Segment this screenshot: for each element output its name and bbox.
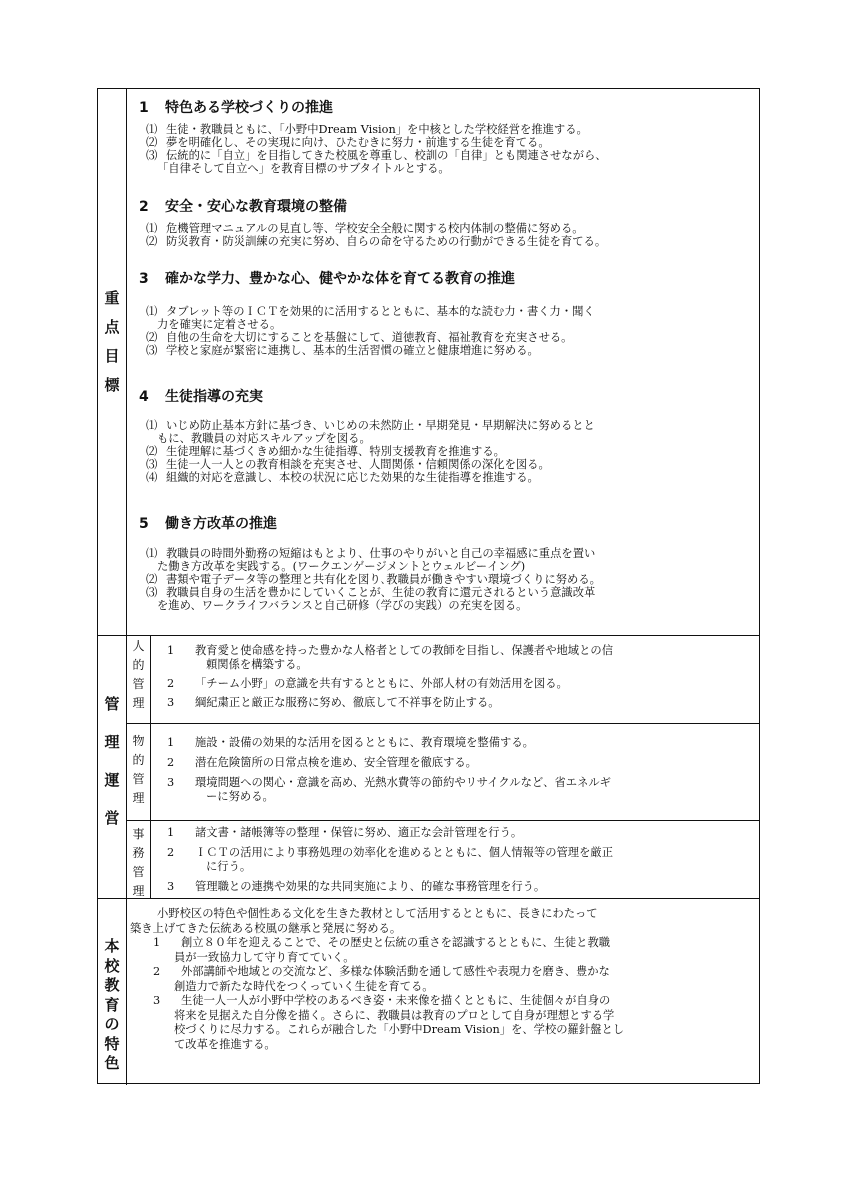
label-char: 的 xyxy=(132,753,145,767)
section-title: 確かな学力、豊かな心、健やかな体を育てる教育の推進 xyxy=(165,271,515,287)
label-char: 管 xyxy=(132,865,145,879)
features-row xyxy=(98,899,759,1085)
label-char: 人 xyxy=(132,639,145,653)
management-group xyxy=(127,724,759,821)
item-text: 創造力で新たな時代をつくっていく生徒を育てる。 xyxy=(174,979,434,993)
item-text: 教職員の時間外勤務の短縮はもとより、仕事のやりがいと自己の幸福感に重点を置い xyxy=(166,547,596,560)
item-text: 員が一致協力して守り育てていく。 xyxy=(174,950,355,964)
item-text: 書類や電子データ等の整理と共有化を図り､教職員が働きやすい環境づくりに努める。 xyxy=(166,573,601,586)
item-text: 生徒・教職員ともに、「小野中Dream Vision」を中核とした学校経営を推進する。 xyxy=(166,123,588,136)
label-char: 特 xyxy=(104,1034,120,1053)
label-char: 標 xyxy=(104,376,120,394)
group-label xyxy=(127,636,151,723)
item-text: た働き方改革を実践する。(ワークエンゲージメントとウェルビーイング) xyxy=(157,560,526,573)
item-text: 綱紀粛正と厳正な服務に努め、徹底して不祥事を防止する。 xyxy=(195,696,500,709)
item-marker: ⑵ xyxy=(146,573,158,586)
item-text: 生徒理解に基づくきめ細かな生徒指導、特別支援教育を推進する。 xyxy=(166,445,505,458)
label-char: 教 xyxy=(104,976,120,994)
group-content xyxy=(151,724,759,820)
label-char: 営 xyxy=(104,809,120,827)
item-marker: 1 xyxy=(167,736,175,749)
item-text: 校づくりに尽力する。これらが融合した「小野中Dream Vision」を、学校の羅針盤とし xyxy=(174,1023,625,1036)
item-text: 「チーム小野」の意識を共有するとともに、外部人材の有効活用を図る。 xyxy=(195,677,568,690)
section-title: 生徒指導の充実 xyxy=(165,389,263,405)
item-marker: ⑶ xyxy=(146,458,158,471)
item-marker: 3 xyxy=(167,880,175,893)
item-marker: 1 xyxy=(167,826,175,839)
item-text: 自他の生命を大切にすることを基盤にして、道徳教育、福祉教育を充実させる。 xyxy=(166,331,573,344)
item-marker: 2 xyxy=(167,846,175,859)
item-text: 潜在危険箇所の日常点検を進め、安全管理を徹底する。 xyxy=(195,756,477,769)
school-plan-table xyxy=(97,88,760,1084)
features-label xyxy=(98,899,127,1085)
item-text: 環境問題への関心・意識を高め、光熱水費等の節約やリサイクルなど、省エネルギ xyxy=(195,776,611,789)
item-text: て改革を推進する。 xyxy=(174,1037,276,1051)
item-text: いじめ防止基本方針に基づき、いじめの未然防止・早期発見・早期解決に努めるとと xyxy=(166,419,595,432)
label-char: 本 xyxy=(104,937,120,955)
item-text: 生徒一人一人が小野中学校のあるべき姿・未来像を描くとともに、生徒個々が自身の xyxy=(181,994,611,1007)
item-text: に行う。 xyxy=(206,860,252,873)
management-row xyxy=(98,636,759,899)
item-marker: ⑵ xyxy=(146,445,158,458)
label-char: 理 xyxy=(104,733,120,751)
intro-text: 小野校区の特色や個性ある文化を生きた教材として活用するとともに、長きにわたって xyxy=(157,907,598,920)
item-marker: 3 xyxy=(167,696,175,709)
section-number: 1 xyxy=(139,100,149,116)
item-marker: ⑵ xyxy=(146,235,158,248)
item-text: タブレット等のＩＣＴを効果的に活用するとともに、基本的な読む力・書く力・聞く xyxy=(166,305,595,318)
label-char: 運 xyxy=(104,771,120,789)
label-char: 色 xyxy=(104,1054,120,1072)
item-text: 管理職との連携や効果的な共同実施により、的確な事務管理を行う。 xyxy=(195,880,546,893)
item-text: 生徒一人一人との教育相談を充実させ、人間関係・信頼関係の深化を図る。 xyxy=(166,458,550,471)
label-char: 育 xyxy=(104,995,120,1014)
section-heading xyxy=(139,513,277,533)
section-title: 働き方改革の推進 xyxy=(165,516,277,532)
goals-row xyxy=(98,89,759,636)
management-content xyxy=(127,636,759,898)
label-char: 校 xyxy=(104,956,120,975)
group-content xyxy=(151,636,759,723)
label-char: 目 xyxy=(104,347,120,365)
label-char: 点 xyxy=(104,318,120,336)
label-char: 管 xyxy=(104,695,120,713)
group-label xyxy=(127,821,151,899)
label-char: 理 xyxy=(132,696,145,710)
item-marker: 2 xyxy=(167,756,175,769)
item-marker: ⑴ xyxy=(146,547,158,560)
section-heading xyxy=(139,268,515,288)
item-marker: ⑴ xyxy=(146,419,158,432)
section-title: 安全・安心な教育環境の整備 xyxy=(165,199,347,215)
item-text: 夢を明確化し、その実現に向け、ひたむきに努力・前進する生徒を育てる。 xyxy=(166,136,550,149)
item-text: 頼関係を構築する。 xyxy=(206,658,308,671)
item-text: 組織的対応を意識し、本校の状況に応じた効果的な生徒指導を推進する。 xyxy=(166,471,539,484)
section-heading xyxy=(139,386,263,406)
section-number: 3 xyxy=(139,271,149,287)
item-text: 教育愛と使命感を持った豊かな人格者としての教師を目指し、保護者や地域との信 xyxy=(195,644,613,657)
item-marker: ⑶ xyxy=(146,586,158,599)
item-marker: ⑴ xyxy=(146,305,158,318)
item-text: 諸文書・諸帳簿等の整理・保管に努め、適正な会計管理を行う。 xyxy=(195,826,523,839)
item-marker: ⑴ xyxy=(146,123,158,136)
group-content xyxy=(151,821,759,899)
label-char: 理 xyxy=(132,791,145,805)
section-number: 5 xyxy=(139,516,149,532)
section-number: 4 xyxy=(139,389,149,405)
label-char: 理 xyxy=(132,884,145,898)
item-marker: 3 xyxy=(153,994,161,1007)
item-marker: 1 xyxy=(153,936,161,949)
section-number: 2 xyxy=(139,199,149,215)
features-content xyxy=(127,899,759,1085)
goals-label xyxy=(98,89,127,635)
item-marker: ⑶ xyxy=(146,344,158,357)
label-char: 管 xyxy=(132,677,145,691)
item-text: 将来を見据えた自分像を描く。さらに、教職員は教育のプロとして自身が理想とする学 xyxy=(174,1008,615,1022)
label-char: 重 xyxy=(104,289,120,307)
label-char: の xyxy=(104,1015,120,1033)
item-marker: ⑵ xyxy=(146,136,158,149)
item-text: 伝統的に「自立」を目指してきた校風を尊重し、校訓の「自律」とも関連させながら、 xyxy=(166,149,607,162)
management-group xyxy=(127,636,759,724)
item-text: 防災教育・防災訓練の充実に努め、自らの命を守るための行動ができる生徒を育てる。 xyxy=(166,235,607,248)
item-text: 教職員自身の生活を豊かにしていくことが、生徒の教育に還元されるという意識改革 xyxy=(166,586,596,599)
item-marker: 1 xyxy=(167,644,175,657)
goals-content xyxy=(127,89,759,635)
item-text: 外部講師や地域との交流など、多様な体験活動を通して感性や表現力を磨き、豊かな xyxy=(181,965,610,978)
section-title: 特色ある学校づくりの推進 xyxy=(165,100,333,116)
item-text: 創立８０年を迎えることで、その歴史と伝統の重さを認識するとともに、生徒と教職 xyxy=(181,936,611,949)
label-char: 事 xyxy=(132,827,145,841)
item-marker: ⑶ xyxy=(146,149,158,162)
label-char: 物 xyxy=(132,734,145,748)
label-char: 管 xyxy=(132,772,145,786)
section-heading xyxy=(139,196,347,216)
label-char: 的 xyxy=(132,658,145,672)
item-text: 施設・設備の効果的な活用を図るとともに、教育環境を整備する。 xyxy=(195,736,534,749)
item-text: ＩＣＴの活用により事務処理の効率化を進めるとともに、個人情報等の管理を厳正 xyxy=(195,846,613,859)
label-char: 務 xyxy=(132,846,145,860)
item-marker: 3 xyxy=(167,776,175,789)
item-text: 危機管理マニュアルの見直し等、学校安全全般に関する校内体制の整備に努める。 xyxy=(166,222,584,235)
item-marker: 2 xyxy=(167,677,175,690)
section-heading xyxy=(139,97,333,117)
management-label xyxy=(98,636,127,898)
item-text: 学校と家庭が緊密に連携し、基本的生活習慣の確立と健康増進に努める。 xyxy=(166,344,539,357)
item-marker: ⑵ xyxy=(146,331,158,344)
intro-text: 築き上げてきた伝統ある校風の継承と発展に努める。 xyxy=(130,921,402,935)
item-text: 「自律そして自立へ」を教育目標のサブタイトルとする。 xyxy=(157,162,450,175)
item-text: もに、教職員の対応スキルアップを図る。 xyxy=(157,432,371,445)
management-group xyxy=(127,821,759,899)
item-marker: 2 xyxy=(153,965,161,978)
item-text: ーに努める。 xyxy=(206,790,274,803)
item-text: を進め、ワークライフバランスと自己研修（学びの実践）の充実を図る。 xyxy=(157,599,528,612)
group-label xyxy=(127,724,151,820)
item-marker: ⑴ xyxy=(146,222,158,235)
item-text: 力を確実に定着させる。 xyxy=(157,318,282,331)
item-marker: ⑷ xyxy=(146,471,158,484)
